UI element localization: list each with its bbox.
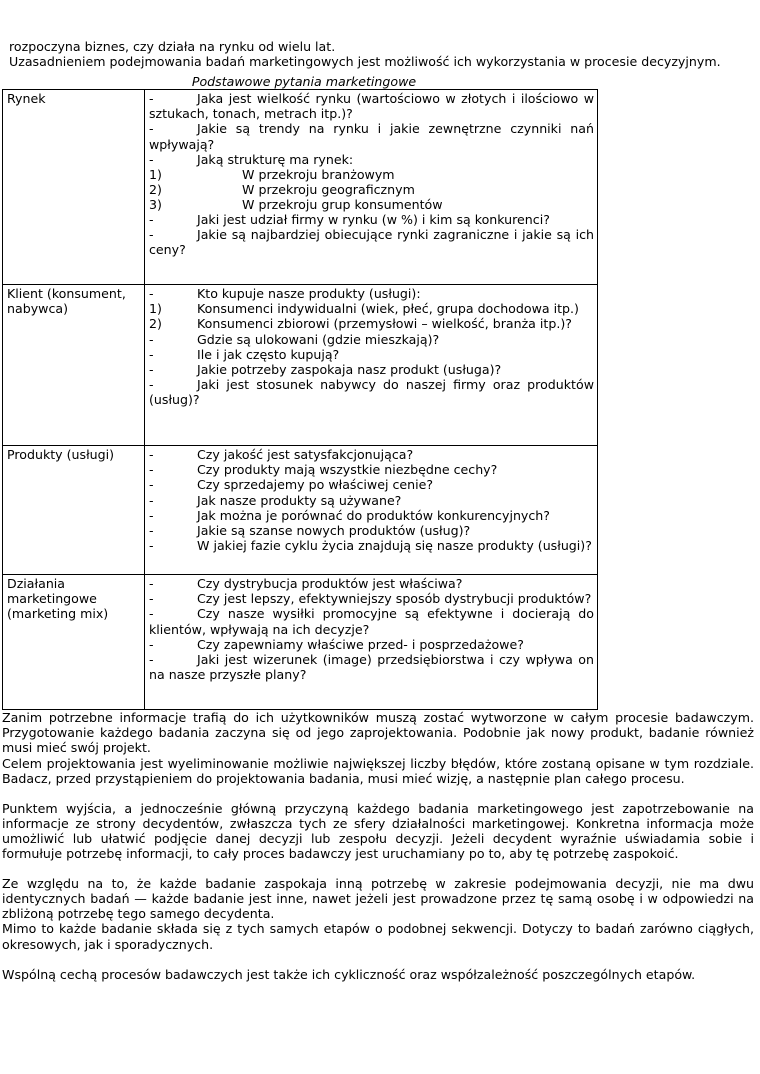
item-text: W jakiej fazie cyklu życia znajdują się nasze produkty (usługi)?: [197, 537, 592, 553]
question-item: [149, 197, 594, 212]
item-text: Jakie potrzeby zaspokaja nasz produkt (usługa)?: [197, 361, 502, 377]
item-marker: -: [149, 651, 154, 667]
item-marker: -: [149, 286, 154, 302]
item-marker: -: [149, 636, 154, 652]
question-item: [149, 523, 594, 538]
row-label: Klient (konsument, nabywca): [3, 285, 145, 446]
paragraph: Ze względu na to, że każde badanie zaspokaja inną potrzebę w zakresie podejmowania decyzji, nie ma dwu identycznych badań — każde badanie jest inne, nawet jeżeli jest prowadzone przez tę samą osobę i w odpowiedzi na zbliżoną potrzebę tego samego decydenta.: [2, 876, 754, 922]
row-questions: [145, 575, 598, 710]
item-text: Jaka jest wielkość rynku (wartościowo w złotych i ilościowo w sztukach, tonach, metrach itp.)?: [149, 91, 594, 122]
item-marker: -: [149, 212, 154, 228]
item-text: Jaką strukturę ma rynek:: [197, 151, 354, 167]
question-item: [149, 637, 594, 652]
question-item: [149, 286, 594, 301]
item-marker: -: [149, 522, 154, 538]
item-marker: 3): [149, 196, 162, 212]
item-marker: -: [149, 447, 154, 463]
table-caption: [4, 74, 584, 89]
paragraph: Punktem wyjścia, a jednocześnie główną przyczyną każdego badania marketingowego jest zapotrzebowanie na informacje ze strony decydentów, zwłaszcza tych ze sfery działalności marketingowej. Konkretna informacja może umożliwić lub ułatwić podjęcie danej decyzji lub zespołu decyzji. Jeżeli decydent wyraźnie uświadamia sobie i formułuje potrzebę informacji, to cały proces badawczy jest uruchamiany po to, aby tę potrzebę zaspokoić.: [2, 800, 754, 862]
item-text: Konsumenci indywidualni (wiek, płeć, grupa dochodowa itp.): [197, 301, 579, 317]
item-marker: 2): [149, 316, 162, 332]
item-text: Czy jakość jest satysfakcjonująca?: [197, 447, 414, 463]
item-marker: 1): [149, 301, 162, 317]
item-marker: -: [149, 346, 154, 362]
row-label: Działania marketingowe (marketing mix): [3, 575, 145, 710]
item-text: Jak można je porównać do produktów konkurencyjnych?: [197, 507, 550, 523]
item-marker: -: [149, 537, 154, 553]
row-questions: [145, 446, 598, 575]
body-text: [2, 710, 754, 981]
marketing-questions-table: [2, 89, 598, 710]
row-label: Produkty (usługi): [3, 446, 145, 575]
item-text: W przekroju geograficznym: [242, 181, 415, 197]
question-item: [149, 227, 594, 257]
table-row: [3, 575, 598, 710]
row-questions: [145, 90, 598, 285]
question-item: [149, 493, 594, 508]
paragraph: Wspólną cechą procesów badawczych jest także ich cykliczność oraz współzależność poszczególnych etapów.: [2, 966, 696, 982]
question-item: [149, 477, 594, 492]
paragraph: Zanim potrzebne informacje trafią do ich użytkowników muszą zostać wytworzone w całym procesie badawczym. Przygotowanie każdego badania zaczyna się od jego zaprojektowania. Podobnie jak nowy produkt, badanie również musi mieć swój projekt.: [2, 710, 754, 756]
question-item: [149, 538, 594, 553]
document-page: [2, 39, 754, 982]
item-text: W przekroju grup konsumentów: [242, 196, 443, 212]
item-marker: -: [149, 606, 154, 622]
item-text: Jakie są najbardziej obiecujące rynki zagraniczne i jakie są ich ceny?: [149, 227, 594, 258]
table-caption-text: Podstawowe pytania marketingowe: [191, 74, 417, 90]
item-text: Czy jest lepszy, efektywniejszy sposób dystrybucji produktów?: [197, 591, 592, 607]
row-questions: [145, 285, 598, 446]
item-marker: 1): [149, 166, 162, 182]
item-marker: -: [149, 227, 154, 243]
item-marker: -: [149, 331, 154, 347]
item-text: Jaki jest wizerunek (image) przedsiębiorstwa i czy wpływa on na nasze przyszłe plany?: [149, 651, 594, 682]
item-marker: -: [149, 151, 154, 167]
item-marker: -: [149, 492, 154, 508]
question-item: [149, 606, 594, 636]
item-marker: -: [149, 121, 154, 137]
question-item: [149, 447, 594, 462]
item-text: Jaki jest udział firmy w rynku (w %) i kim są konkurenci?: [197, 212, 550, 228]
item-marker: -: [149, 462, 154, 478]
item-marker: -: [149, 91, 154, 107]
item-marker: -: [149, 361, 154, 377]
question-item: [149, 462, 594, 477]
question-item: [149, 301, 594, 316]
table-row: [3, 446, 598, 575]
item-marker: -: [149, 576, 154, 592]
question-item: [149, 212, 594, 227]
question-item: [149, 508, 594, 523]
item-text: Ile i jak często kupują?: [197, 346, 340, 362]
item-text: Czy nasze wysiłki promocyjne są efektywne i docierają do klientów, wpływają na ich decyzje?: [149, 606, 594, 637]
table-row: [3, 285, 598, 446]
item-text: Gdzie są ulokowani (gdzie mieszkają)?: [197, 331, 440, 347]
item-text: Jak nasze produkty są używane?: [197, 492, 402, 508]
question-item: [149, 91, 594, 121]
item-text: Kto kupuje nasze produkty (usługi):: [197, 286, 421, 302]
question-item: [149, 347, 594, 362]
item-text: Czy dystrybucja produktów jest właściwa?: [197, 576, 463, 592]
item-text: Jakie są szanse nowych produktów (usług)?: [197, 522, 471, 538]
paragraph: Celem projektowania jest wyeliminowanie możliwie największej liczby błędów, które zostaną opisane w tym rozdziale. Badacz, przed przystąpieniem do projektowania badania, musi mieć wizję, a następnie plan całego procesu.: [2, 755, 754, 786]
item-text: Jaki jest stosunek nabywcy do naszej firmy oraz produktów (usług)?: [149, 376, 594, 407]
table-row: [3, 90, 598, 285]
item-marker: -: [149, 376, 154, 392]
item-marker: -: [149, 507, 154, 523]
item-marker: 2): [149, 181, 162, 197]
question-item: [149, 652, 594, 682]
question-item: [149, 362, 594, 377]
item-text: Konsumenci zbiorowi (przemysłowi – wielkość, branża itp.)?: [197, 316, 572, 332]
item-text: W przekroju branżowym: [242, 166, 395, 182]
question-item: [149, 576, 594, 591]
item-text: Czy produkty mają wszystkie niezbędne cechy?: [197, 462, 498, 478]
item-text: Jakie są trendy na rynku i jakie zewnętrzne czynniki nań wpływają?: [149, 121, 594, 152]
intro-line-2: Uzasadnieniem podejmowania badań marketingowych jest możliwość ich wykorzystania w procesie decyzyjnym.: [9, 54, 721, 70]
row-label: Rynek: [3, 90, 145, 285]
question-item: [149, 152, 594, 167]
intro-line-1: rozpoczyna biznes, czy działa na rynku od wielu lat.: [9, 39, 336, 54]
question-item: [149, 316, 594, 331]
question-item: [149, 377, 594, 407]
item-marker: -: [149, 591, 154, 607]
question-item: [149, 182, 594, 197]
item-marker: -: [149, 477, 154, 493]
item-text: Czy zapewniamy właściwe przed- i posprzedażowe?: [197, 636, 524, 652]
question-item: [149, 591, 594, 606]
question-item: [149, 332, 594, 347]
item-text: Czy sprzedajemy po właściwej cenie?: [197, 477, 434, 493]
paragraph: Mimo to każde badanie składa się z tych samych etapów o podobnej sekwencji. Dotyczy to badań zarówno ciągłych, okresowych, jak i sporadycznych.: [2, 921, 754, 952]
question-item: [149, 167, 594, 182]
question-item: [149, 121, 594, 151]
